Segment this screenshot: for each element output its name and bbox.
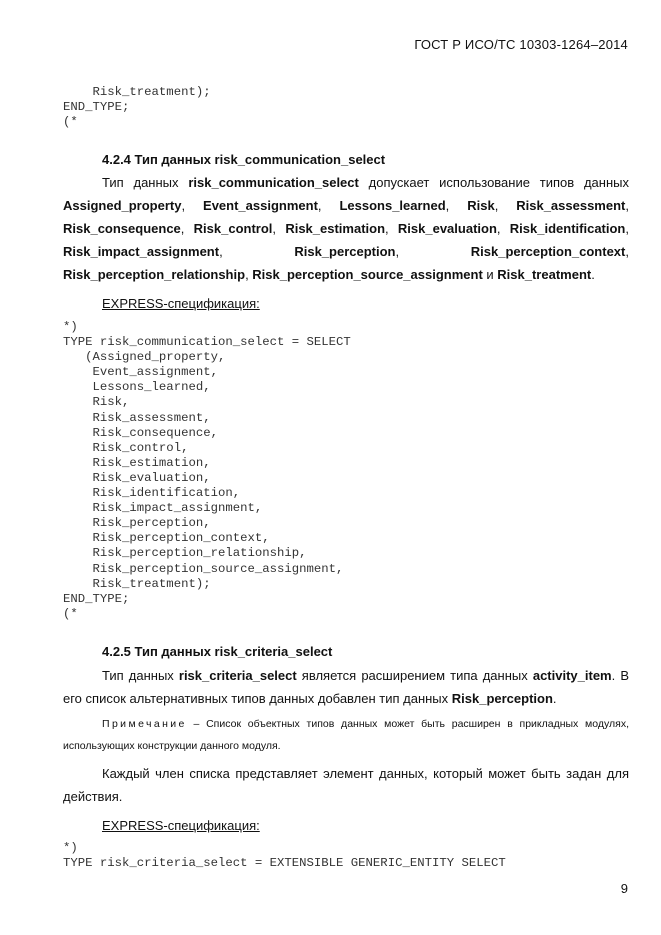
- note-label: Примечание: [102, 718, 187, 730]
- code-block-risk-criteria-select: *) TYPE risk_criteria_select = EXTENSIBLE GENERIC_ENTITY SELECT: [63, 841, 506, 871]
- code-block-end-previous: Risk_treatment); END_TYPE; (*: [63, 85, 211, 130]
- paragraph-risk-communication-select: Тип данных risk_communication_select допускает использование типов данных Assigned_property, Event_assignment, Lessons_learned, Risk, Risk_assessment, Risk_consequence, Risk_control, Risk_estimation, Risk_evaluation, Risk_identification, Risk_impact_assignment, Risk_perception, Risk_perception_context, Risk_perception_relationship, Risk_perception_source_assignment и Risk_treatment.: [63, 175, 629, 282]
- code-block-risk-communication-select: *) TYPE risk_communication_select = SELECT (Assigned_property, Event_assignment, Lessons_learned, Risk, Risk_assessment, Risk_consequence, Risk_control, Risk_estimation, Risk_evaluation, Risk_identification, Risk_impact_assignment, Risk_perception, Risk_perception_context, Risk_perception_relationship, Risk_perception_source_assignment, Risk_treatment); END_TYPE; (*: [63, 320, 351, 621]
- paragraph-risk-criteria-select: Тип данных risk_criteria_select является расширением типа данных activity_item. В его список альтернативных типов данных добавлен тип данных Risk_perception.: [63, 668, 629, 706]
- section-heading-4-2-5: 4.2.5 Тип данных risk_criteria_select: [102, 644, 333, 659]
- section-heading-4-2-4: 4.2.4 Тип данных risk_communication_select: [102, 152, 386, 167]
- document-header: ГОСТ Р ИСО/ТС 10303-1264–2014: [414, 37, 628, 52]
- note-paragraph: Примечание – Список объектных типов данных может быть расширен в прикладных модулях, использующих конструкции данного модуля.: [63, 718, 629, 752]
- express-spec-label: EXPRESS-спецификация:: [102, 296, 260, 311]
- page-number: 9: [620, 881, 628, 896]
- express-spec-label-2: EXPRESS-спецификация:: [102, 818, 260, 833]
- paragraph-list-member: Каждый член списка представляет элемент данных, который может быть задан для действия.: [63, 766, 629, 804]
